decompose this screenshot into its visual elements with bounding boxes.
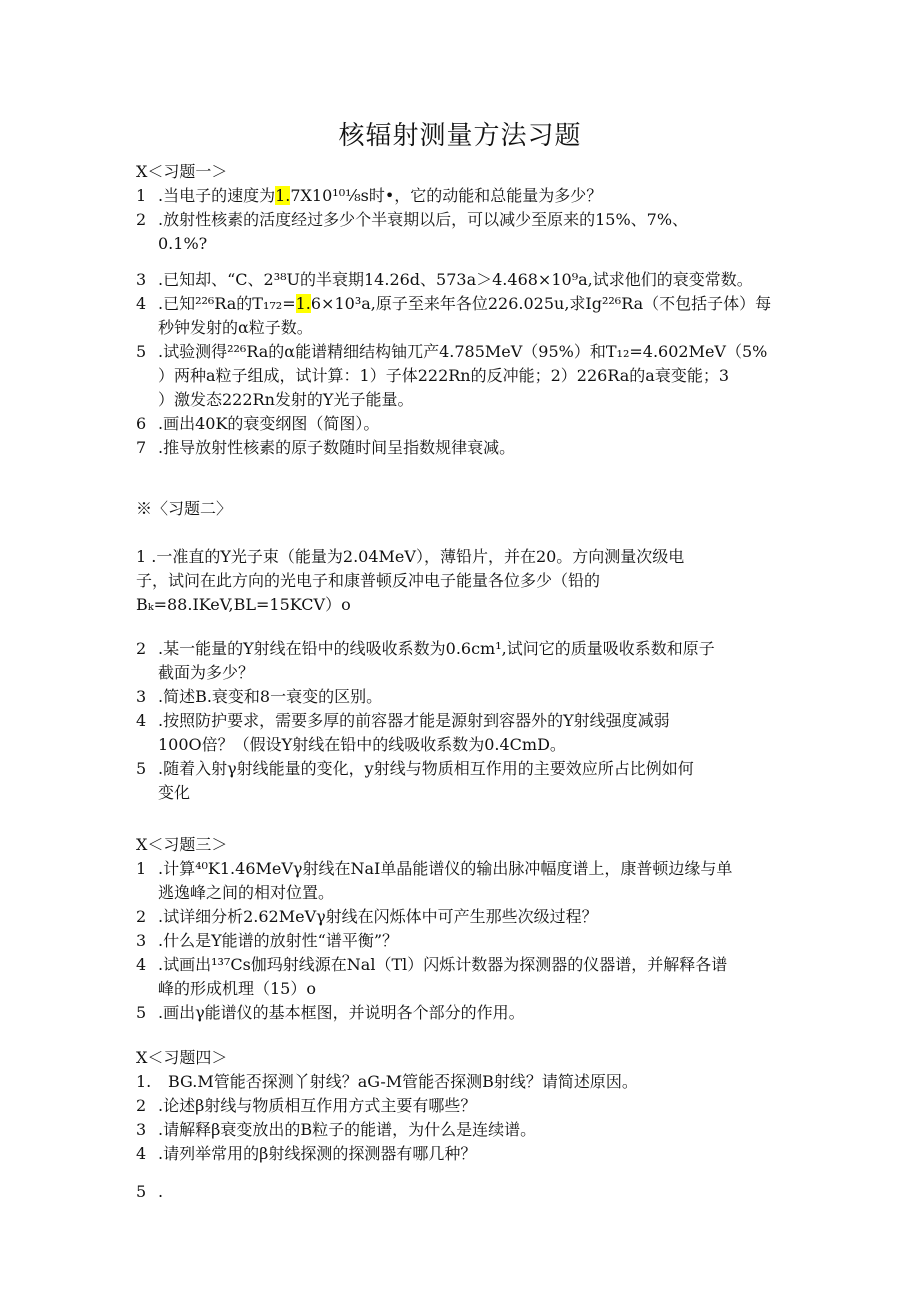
question-item xyxy=(136,340,796,412)
text-line: Bₖ=88.IKeV,BL=15KCV）o xyxy=(136,595,351,614)
question-text: .已知却、“C、2³⁸U的半衰期14.26d、573a＞4.468×10⁹a,试求他们的衰变常数。 xyxy=(158,270,753,289)
question-number: 4 xyxy=(136,1144,147,1163)
question-text: .画出γ能谱仪的基本框图，并说明各个部分的作用。 xyxy=(158,1003,525,1022)
text-line: 逃逸峰之间的相对位置。 xyxy=(158,883,335,902)
question-number: 5 xyxy=(136,342,147,361)
question-text: . xyxy=(158,1182,164,1201)
question-text: .什么是Y能谱的放射性“谱平衡”？ xyxy=(158,931,399,950)
question-item xyxy=(136,685,796,709)
question-number: 5 xyxy=(136,1003,147,1022)
text-line: .试画出¹³⁷Cs伽玛射线源在Nal（Tl）闪烁计数器为探测器的仪器谱，并解释各谱 xyxy=(158,955,728,974)
text-line: 子，试问在此方向的光电子和康普顿反冲电子能量各位多少（铅的 xyxy=(136,571,601,590)
section-exercise-4 xyxy=(136,1046,796,1204)
text-line: 100O倍？（假设Y射线在铅中的线吸收系数为0.4CmD。 xyxy=(158,735,566,754)
question-number: 4 xyxy=(136,294,147,313)
question-number: 3 xyxy=(136,931,147,950)
text-line: 0.1%? xyxy=(158,234,208,253)
question-text: .推导放射性核素的原子数随时间呈指数规律衰减。 xyxy=(158,438,516,457)
text-line: 1 .一准直的Y光子束（能量为2.04MeV），薄铅片，并在20。方向测量次级电 xyxy=(136,547,685,566)
highlighted-text: 1. xyxy=(275,186,291,205)
text-line: .按照防护要求，需要多厚的前容器才能是源射到容器外的Y射线强度减弱 xyxy=(158,711,670,730)
question-text xyxy=(158,208,796,256)
question-number: 6 xyxy=(136,414,147,433)
spacer xyxy=(136,1166,796,1180)
highlighted-text: 1. xyxy=(295,294,311,313)
question-number: 5 xyxy=(136,1182,147,1201)
question-item xyxy=(136,184,796,208)
question-number: 2 xyxy=(136,1096,147,1115)
question-item xyxy=(136,1070,796,1094)
question-number: 3 xyxy=(136,270,147,289)
text-line: 变化 xyxy=(158,783,191,802)
question-number: 3 xyxy=(136,1120,147,1139)
question-text xyxy=(158,857,796,905)
text-line: .放射性核素的活度经过多少个半衰期以后，可以减少至原来的15%、7%、 xyxy=(158,210,689,229)
question-item xyxy=(136,1094,796,1118)
section-heading: X＜习题一＞ xyxy=(136,162,228,181)
text-line: ）两种a粒子组成，试计算：1）子体222Rn的反冲能；2）226Ra的a衰变能；3 xyxy=(158,366,730,385)
question-text: .论述β射线与物质相互作用方式主要有哪些？ xyxy=(158,1096,477,1115)
section-heading: ※〈习题二〉 xyxy=(136,499,233,518)
question-number: 4 xyxy=(136,955,147,974)
question-item xyxy=(136,1142,796,1166)
question-item xyxy=(136,757,796,805)
question-number: 1. xyxy=(136,1072,152,1091)
text-segment: .当电子的速度为 xyxy=(158,186,276,205)
question-item xyxy=(136,905,796,929)
question-text: .画出40K的衰变纲图（简图）。 xyxy=(158,414,380,433)
question-text xyxy=(158,709,796,757)
text-line: 峰的形成机理（15）o xyxy=(158,979,316,998)
document-title: 核辐射测量方法习题 xyxy=(338,121,582,151)
question-item xyxy=(136,208,796,256)
section-heading: X＜习题三＞ xyxy=(136,835,228,854)
question-item xyxy=(136,1118,796,1142)
question-text xyxy=(158,637,796,685)
question-item xyxy=(136,637,796,685)
text-line: ）激发态222Rn发射的Y光子能量。 xyxy=(158,390,414,409)
question-item xyxy=(136,857,796,905)
text-line: 截面为多少？ xyxy=(158,663,255,682)
question-item xyxy=(136,545,796,617)
question-text: .请解释β衰变放出的B粒子的能谱，为什么是连续谱。 xyxy=(158,1120,537,1139)
question-text xyxy=(158,184,796,208)
question-text xyxy=(158,292,796,340)
question-number: 2 xyxy=(136,907,147,926)
question-number: 7 xyxy=(136,438,147,457)
question-item xyxy=(136,929,796,953)
section-exercise-1 xyxy=(136,160,796,460)
text-line: .随着入射γ射线能量的变化，y射线与物质相互作用的主要效应所占比例如何 xyxy=(158,759,694,778)
question-item xyxy=(136,436,796,460)
question-item xyxy=(136,1001,796,1025)
section-exercise-3 xyxy=(136,833,796,1025)
question-item xyxy=(136,953,796,1001)
question-number: 2 xyxy=(136,210,147,229)
question-text xyxy=(158,340,796,412)
question-text: .请列举常用的β射线探测的探测器有哪几种？ xyxy=(158,1144,477,1163)
question-number: 4 xyxy=(136,711,147,730)
question-text: .简述B.衰变和8一衰变的区别。 xyxy=(158,687,383,706)
text-segment: 6×10³a,原子至来年各位226.025u,求Ig²²⁶Ra（不包括子体）每 xyxy=(310,294,772,313)
spacer xyxy=(136,256,796,268)
section-exercise-2 xyxy=(136,497,796,805)
question-number: 1 xyxy=(136,859,147,878)
text-line: .试验测得²²⁶Ra的α能谱精细结构铀兀产4.785MeV（95%）和T₁₂=4.602MeV（5% xyxy=(158,342,768,361)
question-item xyxy=(136,268,796,292)
text-line: .计算⁴⁰K1.46MeVγ射线在NaI单晶能谱仪的输出脉冲幅度谱上，康普顿边缘与单 xyxy=(158,859,733,878)
section-heading: X＜习题四＞ xyxy=(136,1048,228,1067)
text-segment: .已知²²⁶Ra的T₁₇₂= xyxy=(158,294,296,313)
question-item xyxy=(136,1180,796,1204)
question-text xyxy=(158,757,796,805)
question-number: 2 xyxy=(136,639,147,658)
text-line: 秒钟发射的α粒子数。 xyxy=(158,318,313,337)
question-item xyxy=(136,292,796,340)
question-number: 1 xyxy=(136,186,147,205)
question-item xyxy=(136,709,796,757)
spacer xyxy=(136,617,796,637)
question-number: 5 xyxy=(136,759,147,778)
question-text: BG.M管能否探测丫射线？aG-M管能否探测B射线？请简述原因。 xyxy=(168,1072,638,1091)
text-segment: 7X10¹⁰⅛s时•，它的动能和总能量为多少？ xyxy=(290,186,603,205)
text-line: .某一能量的Y射线在铅中的线吸收系数为0.6cm¹,试问它的质量吸收系数和原子 xyxy=(158,639,715,658)
question-text xyxy=(158,953,796,1001)
spacer xyxy=(136,521,796,545)
question-text: .试详细分析2.62MeVγ射线在闪烁体中可产生那些次级过程？ xyxy=(158,907,598,926)
question-item xyxy=(136,412,796,436)
question-number: 3 xyxy=(136,687,147,706)
